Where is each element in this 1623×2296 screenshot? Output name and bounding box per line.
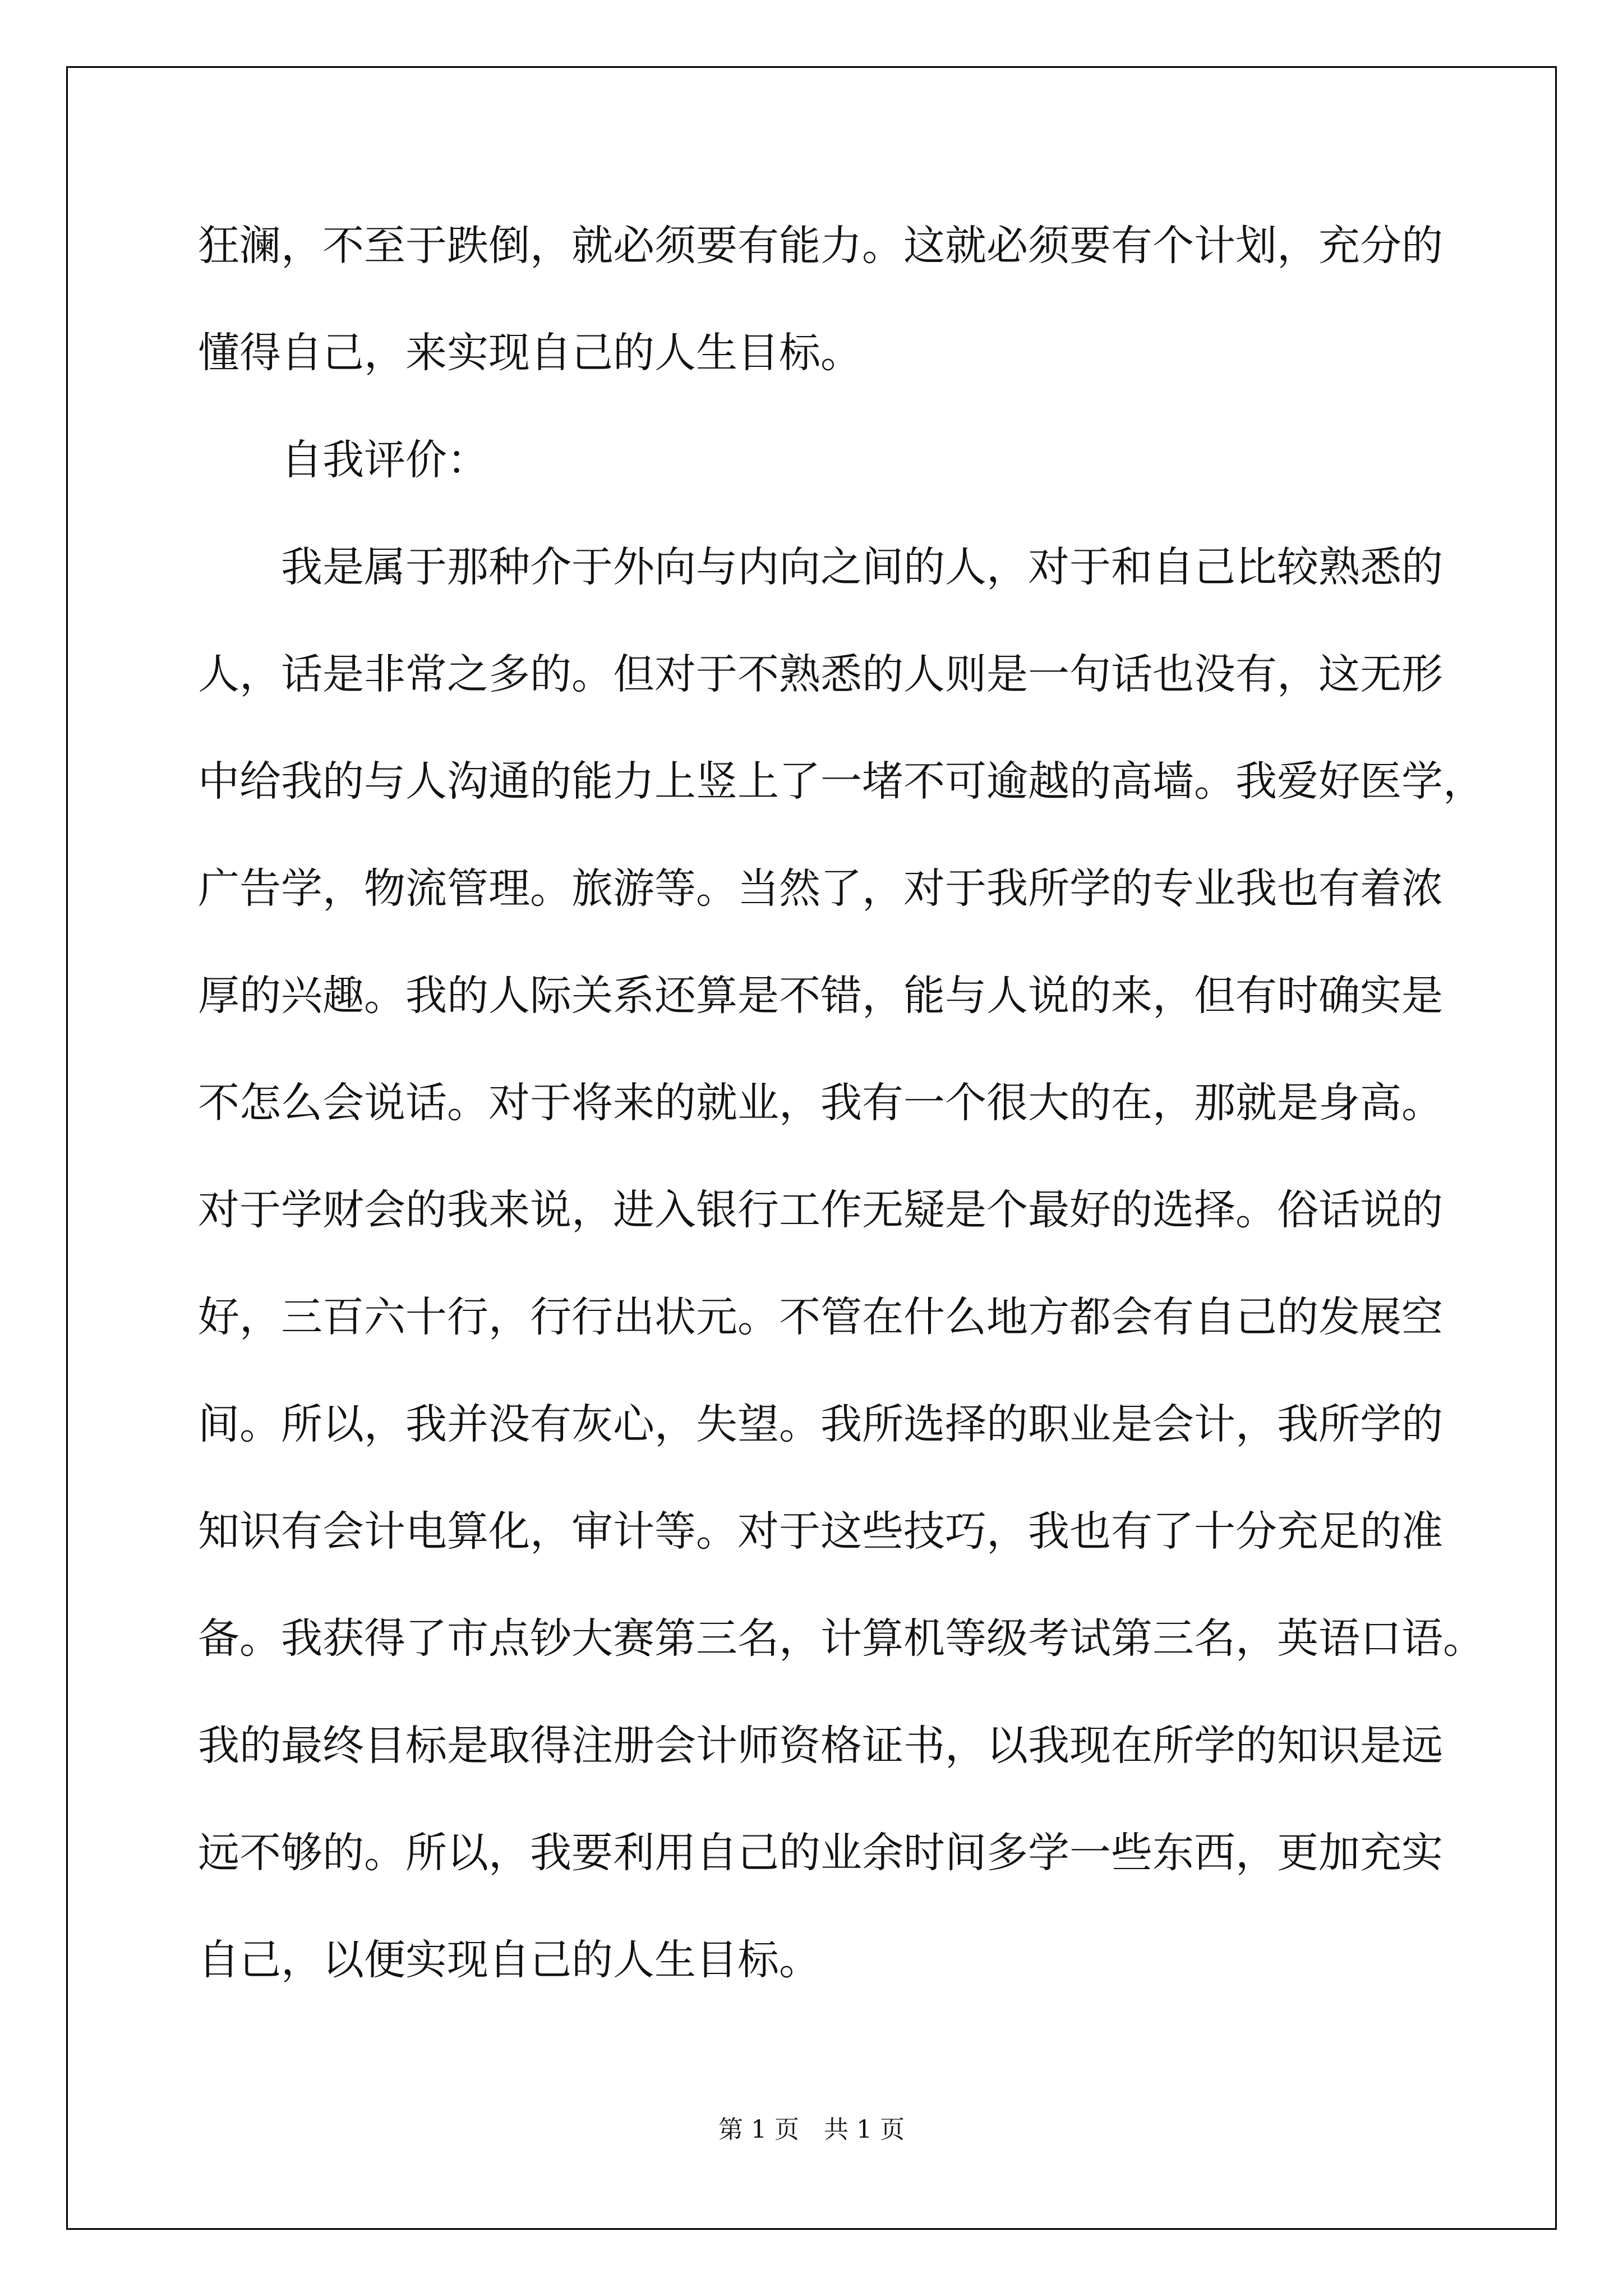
text-line: 对于学财会的我来说，进入银行工作无疑是个最好的选择。俗话说的 — [198, 1186, 1443, 1234]
text-line: 懂得自己，来实现自己的人生目标。 — [198, 329, 862, 377]
text-line: 广告学，物流管理。旅游等。当然了，对于我所学的专业我也有着浓 — [198, 864, 1443, 913]
text-line: 厚的兴趣。我的人际关系还算是不错，能与人说的来，但有时确实是 — [198, 972, 1443, 1020]
text-line: 自己，以便实现自己的人生目标。 — [198, 1936, 820, 1984]
text-line: 不怎么会说话。对于将来的就业，我有一个很大的在，那就是身高。 — [198, 1079, 1443, 1127]
text-line: 备。我获得了市点钞大赛第三名，计算机等级考试第三名，英语口语。 — [198, 1614, 1484, 1663]
page-number-footer: 第 1 页 共 1 页 — [718, 2115, 905, 2144]
text-line: 好，三百六十行，行行出状元。不管在什么地方都会有自己的发展空 — [198, 1293, 1443, 1341]
text-line: 人，话是非常之多的。但对于不熟悉的人则是一句话也没有，这无形 — [198, 650, 1443, 698]
section-heading: 自我评价： — [281, 436, 488, 484]
document-body — [198, 192, 1484, 2014]
text-line: 远不够的。所以，我要利用自己的业余时间多学一些东西，更加充实 — [198, 1829, 1443, 1877]
text-line: 我是属于那种介于外向与内向之间的人，对于和自己比较熟悉的 — [281, 543, 1443, 591]
text-line: 中给我的与人沟通的能力上竖上了一堵不可逾越的高墙。我爱好医学， — [198, 757, 1484, 806]
text-line: 狂澜，不至于跌倒，就必须要有能力。这就必须要有个计划，充分的 — [198, 222, 1443, 270]
text-line: 我的最终目标是取得注册会计师资格证书，以我现在所学的知识是远 — [198, 1722, 1443, 1770]
text-line: 间。所以，我并没有灰心，失望。我所选择的职业是会计，我所学的 — [198, 1400, 1443, 1448]
text-line: 知识有会计电算化，审计等。对于这些技巧，我也有了十分充足的准 — [198, 1507, 1443, 1556]
